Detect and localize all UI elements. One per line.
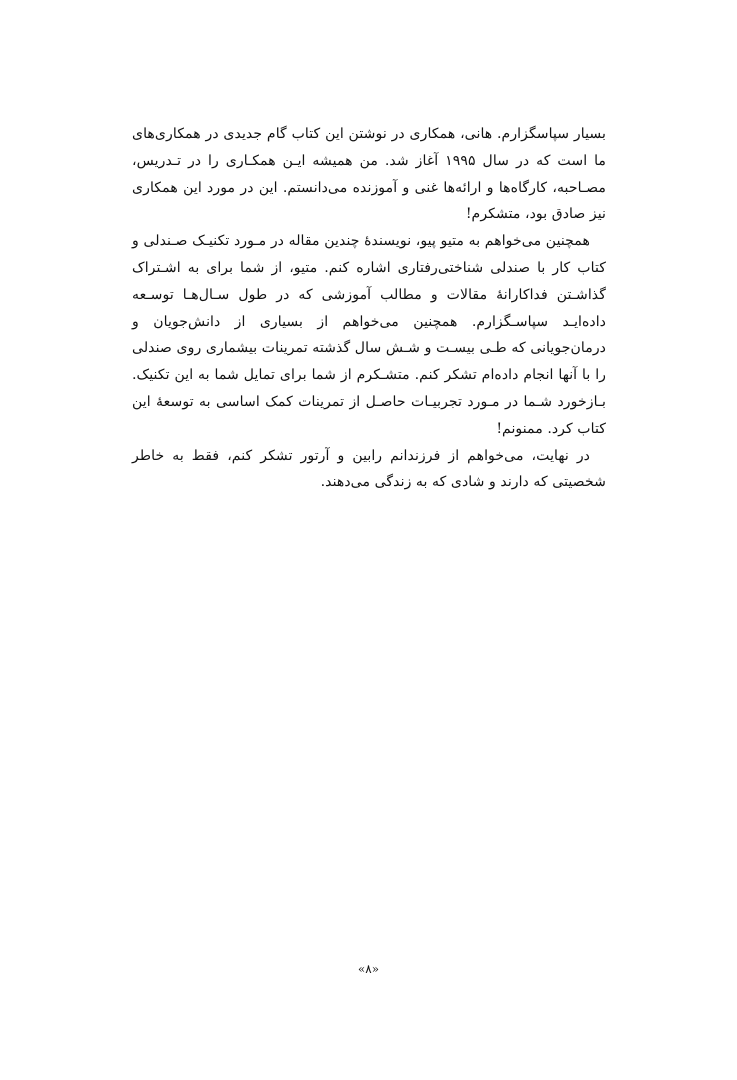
body-text xyxy=(132,121,606,496)
paragraph-1: بسیار سپاسگزارم. هانی، همکاری در نوشتن این کتاب گام جدیدی در همکاری‌های ما است که در سال ۱۹۹۵ آغاز شد. من همیشه ایـن همکـاری را در تـدریس، مصـاحبه، کارگاه‌ها و ارائه‌ها غنی و آموزنده می‌دانستم. این در مورد این همکاری نیز صادق بود، متشکرم! xyxy=(132,126,606,223)
page-number: «۸» xyxy=(357,962,380,976)
paragraph-2: همچنین می‌خواهم به متیو پیو، نویسندهٔ چندین مقاله در مـورد تکنیـک صـندلی و کتاب کار با صندلی شناختی‌رفتاری اشاره کنم. متیو، از شما برای به اشـتراک گذاشـتن فداکارانهٔ مقالات و مطالب آموزشی که در طول سـال‌هـا توسـعه داده‌ایـد سپاسـگزارم. همچنین می‌خواهم از بسیاری از دانش‌جویان و درمان‌جویانی که طـی بیسـت و شـش سال گذشته تمرینات بیشماری روی صندلی را با آنها انجام داده‌ام تشکر کنم. متشـکرم از شما برای تمایل شما به این تکنیک. بـازخورد شـما در مـورد تجربیـات حاصـل از تمرینات کمک اساسی به توسعهٔ این کتاب کرد. ممنونم! xyxy=(132,233,606,437)
paragraph-3: در نهایت، می‌خواهم از فرزندانم رابین و آرتور تشکر کنم، فقط به خاطر شخصیتی که دارند و شادی که به زندگی می‌دهند. xyxy=(132,447,606,491)
